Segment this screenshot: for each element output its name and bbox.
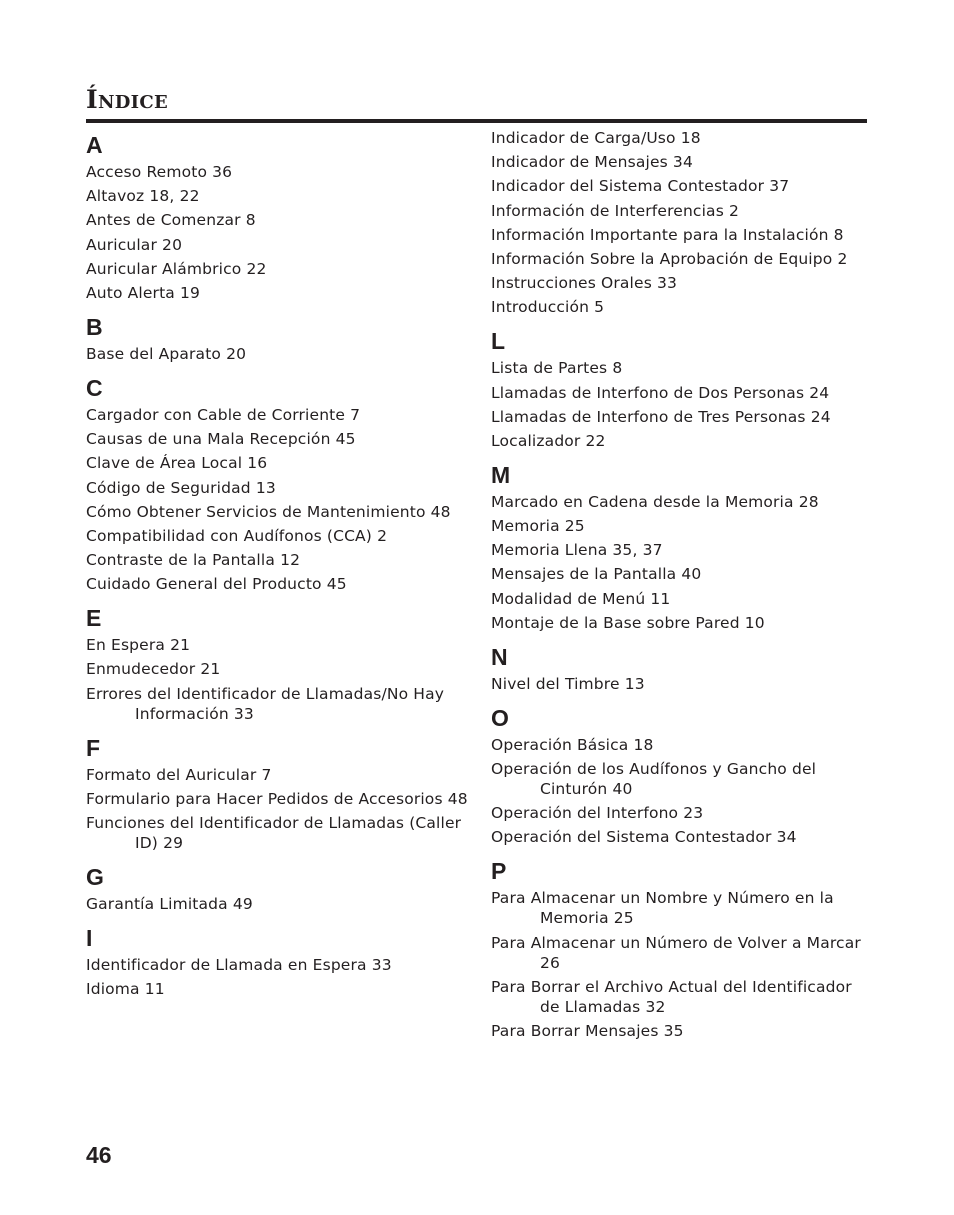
section-letter: A: [86, 132, 103, 158]
section-letter: B: [86, 313, 103, 340]
index-entry: Memoria 25: [491, 517, 585, 536]
index-entry: Formato del Auricular 7: [86, 765, 272, 784]
index-column-right: [491, 128, 871, 1045]
index-entry: Base del Aparato 20: [86, 344, 247, 363]
index-entry: Idioma 11: [86, 980, 165, 999]
index-entry: Llamadas de Interfono de Tres Personas 24: [491, 407, 831, 426]
index-entry: Indicador de Mensajes 34: [491, 153, 693, 172]
index-entry: Operación del Sistema Contestador 34: [491, 828, 797, 847]
section-letter: I: [86, 925, 93, 951]
index-entry: Clave de Área Local 16: [86, 454, 268, 473]
index-entry: Operación Básica 18: [491, 735, 654, 754]
index-entry: Información Sobre la Aprobación de Equipo 2: [491, 249, 848, 268]
section-letter: L: [491, 328, 506, 355]
page-title: Índice: [86, 85, 169, 114]
index-entry: Cuidado General del Producto 45: [86, 575, 347, 594]
index-entry: En Espera 21: [86, 636, 191, 655]
index-entry: Operación del Interfono 23: [491, 804, 704, 823]
index-entry: Instrucciones Orales 33: [491, 274, 678, 293]
index-entry: Para Almacenar un Número de Volver a Marcar 26: [491, 933, 861, 972]
index-entry: Para Borrar el Archivo Actual del Identificador de Llamadas 32: [491, 977, 852, 1016]
index-entry: Garantía Limitada 49: [86, 895, 253, 913]
index-column-left: [86, 128, 476, 1003]
index-entry: Introducción 5: [491, 298, 605, 317]
index-entry: Auricular Alámbrico 22: [86, 259, 267, 278]
index-entry: Altavoz 18, 22: [86, 187, 200, 206]
index-entry: Código de Seguridad 13: [86, 478, 276, 497]
index-entry: Compatibilidad con Audífonos (CCA) 2: [86, 526, 388, 545]
index-entry: Para Almacenar un Nombre y Número en la Memoria 25: [491, 889, 834, 928]
index-entry: Cómo Obtener Servicios de Mantenimiento 48: [86, 502, 451, 521]
index-entry: Auto Alerta 19: [86, 283, 201, 302]
section-letter: O: [491, 704, 509, 731]
section-letter: N: [491, 643, 508, 670]
index-entry: Operación de los Audífonos y Gancho del Cinturón 40: [491, 760, 817, 798]
section-letter: C: [86, 374, 103, 401]
index-entry: Errores del Identificador de Llamadas/No Hay Información 33: [86, 684, 445, 723]
section-letter: P: [491, 858, 507, 885]
index-entry: Nivel del Timbre 13: [491, 674, 645, 693]
index-entry: Llamadas de Interfono de Dos Personas 24: [491, 383, 830, 402]
index-entry: Montaje de la Base sobre Pared 10: [491, 613, 765, 632]
index-entry: Para Borrar Mensajes 35: [491, 1021, 684, 1040]
section-letter: E: [86, 605, 102, 632]
section-letter: G: [86, 864, 104, 890]
index-entry: Contraste de la Pantalla 12: [86, 551, 301, 570]
index-entry: Marcado en Cadena desde la Memoria 28: [491, 492, 819, 511]
index-entry: Funciones del Identificador de Llamadas (Caller ID) 29: [86, 814, 462, 852]
index-entry: Causas de una Mala Recepción 45: [86, 430, 356, 449]
index-entry: Antes de Comenzar 8: [86, 211, 256, 230]
index-entry: Información Importante para la Instalación 8: [491, 225, 844, 244]
index-entry: Enmudecedor 21: [86, 660, 221, 679]
index-entry: Información de Interferencias 2: [491, 201, 740, 220]
page-number: 46: [86, 1142, 112, 1168]
index-entry: Indicador de Carga/Uso 18: [491, 129, 701, 147]
index-entry: Auricular 20: [86, 235, 183, 254]
section-letter: M: [491, 461, 511, 488]
index-entry: Localizador 22: [491, 431, 606, 450]
index-entry: Modalidad de Menú 11: [491, 589, 671, 608]
title-rule: [86, 119, 867, 123]
index-entry: Acceso Remoto 36: [86, 163, 233, 181]
index-entry: Memoria Llena 35, 37: [491, 541, 663, 560]
index-entry: Mensajes de la Pantalla 40: [491, 565, 702, 584]
index-entry: Identificador de Llamada en Espera 33: [86, 956, 392, 974]
index-entry: Lista de Partes 8: [491, 359, 623, 378]
index-entry: Indicador del Sistema Contestador 37: [491, 177, 790, 196]
index-entry: Cargador con Cable de Corriente 7: [86, 405, 361, 424]
index-entry: Formulario para Hacer Pedidos de Accesorios 48: [86, 789, 468, 808]
section-letter: F: [86, 734, 101, 761]
